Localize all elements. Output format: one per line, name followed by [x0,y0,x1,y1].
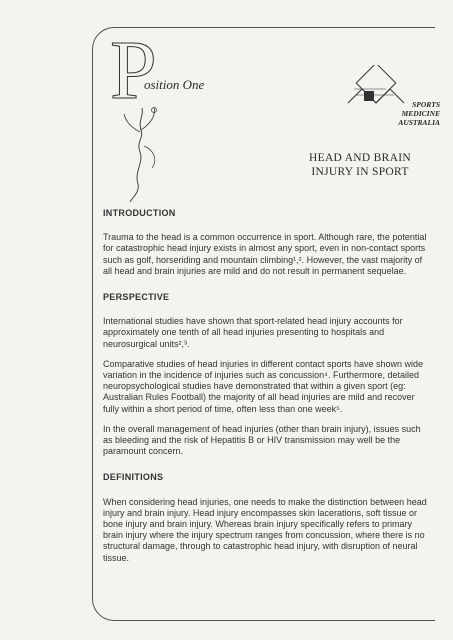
section-definitions [103,472,428,563]
figure-illustration [114,102,174,202]
section-heading: INTRODUCTION [103,208,176,218]
paragraph: Trauma to the head is a common occurrence in sport. Although rare, the potential for catastrophic head injury exists in almost any sport, even in non-contact sports such as golf, horseriding and mountain climbing¹,². However, the vast majority of all head and brain injuries are mild and do not result in permanent sequelae. [103,232,427,276]
section-heading: PERSPECTIVE [103,292,170,303]
paragraph: When considering head injuries, one needs to make the distinction between head injury and brain injury. Head injury encompasses skin lacerations, soft tissue or bone injury and brain injury. Whereas brain injury specifically refers to primary brain injury where the injury spectrum ranges from concussion, where there is no structural damage, through to catastrophic head injury, with disruption of neural tissue. [103,496,427,563]
header [92,24,440,207]
section-perspective [103,292,428,457]
paragraph: Comparative studies of head injuries in different contact sports have shown wide variation in the incidence of injuries such as concussion⁴. Furthermore, detailed neuropsychological studies have demonstrated that within a given sport (eg: Australian Rules Football) the majority of all head injuries are mild and recover fully within a short period of time, often less than one week⁵. [103,358,424,414]
paragraph: In the overall management of head injuries (other than brain injury), issues such as bleeding and the risk of Hepatitis B or HIV transmission may well be the paramount concern. [103,423,421,457]
position-title: osition One [144,77,205,92]
section-heading: DEFINITIONS [103,472,164,483]
document-title: HEAD AND BRAIN INJURY IN SPORT [309,152,411,178]
paragraph: International studies have shown that sport-related head injury accounts for approximately one tenth of all head injuries presenting to hospitals and neurosurgical units²,³. [103,316,403,349]
document-body [103,208,428,573]
logo-text: SPORTS MEDICINE AUSTRALIA [398,100,440,127]
section-introduction [103,208,428,277]
drop-cap-letter: P [110,24,157,117]
